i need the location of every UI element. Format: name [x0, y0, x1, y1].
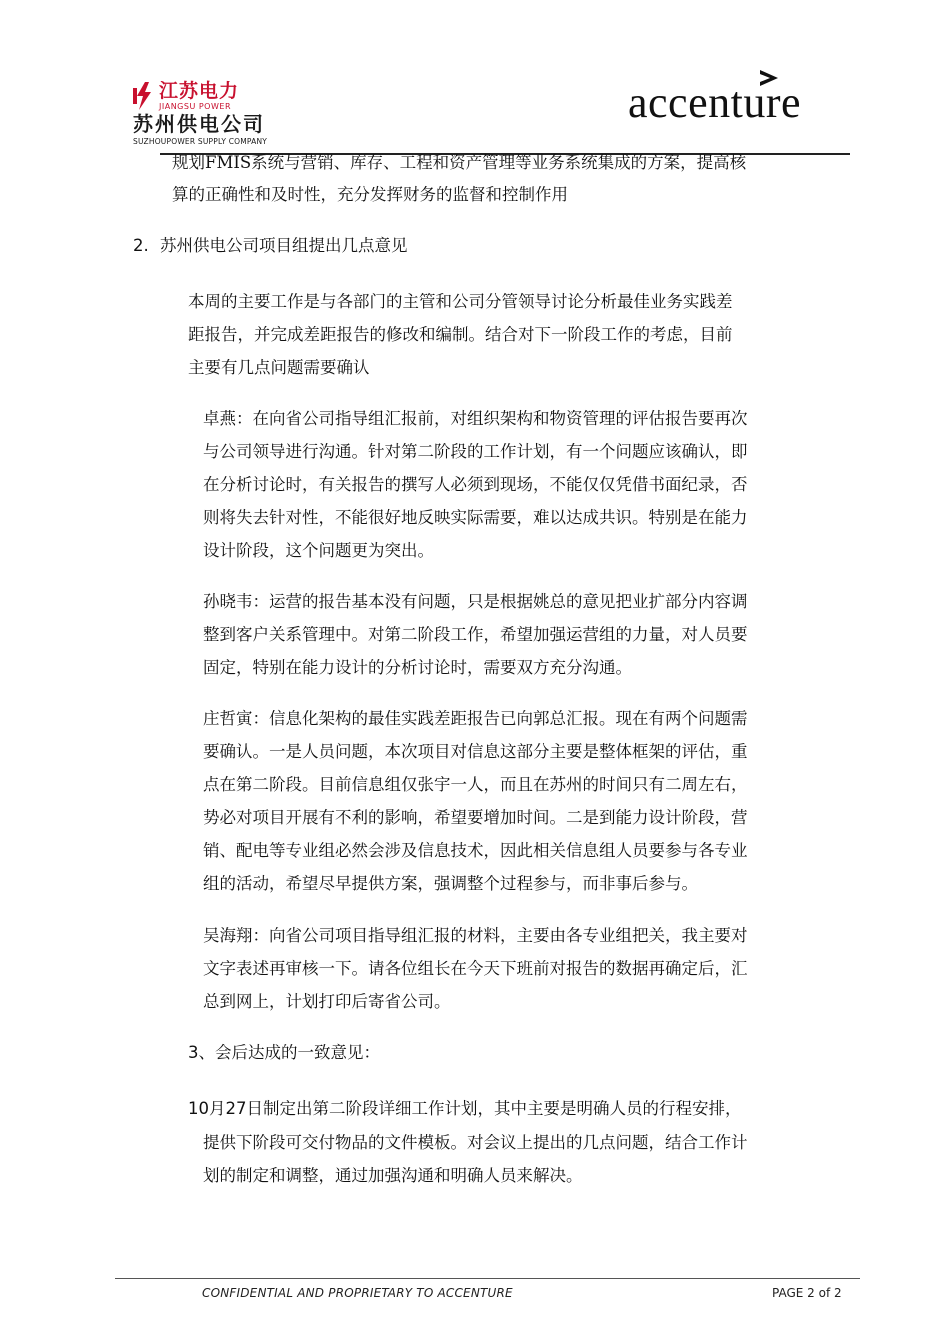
wuhaixiang-paragraph — [203, 919, 748, 1018]
sunxiaowei-paragraph — [203, 585, 748, 684]
paragraph-line: 则将失去针对性，不能很好地反映实际需要，难以达成共识。特别是在能力 — [203, 508, 748, 527]
zhuoyan-paragraph — [203, 402, 748, 567]
paragraph-line: 卓燕：在向省公司指导组汇报前，对组织架构和物资管理的评估报告要再次 — [203, 409, 748, 428]
paragraph-line: 在分析讨论时，有关报告的撰写人必须到现场，不能仅仅凭借书面纪录，否 — [203, 475, 748, 494]
intro-paragraph — [188, 285, 733, 384]
footer-confidential-notice: CONFIDENTIAL AND PROPRIETARY TO ACCENTURE — [202, 1286, 513, 1300]
intro-line: 距报告，并完成差距报告的修改和编制。结合对下一阶段工作的考虑，目前 — [188, 325, 733, 344]
paragraph-line: 总到网上，计划打印后寄省公司。 — [203, 992, 451, 1011]
paragraph-line: 销、配电等专业组必然会涉及信息技术，因此相关信息组人员要参与各专业 — [203, 841, 748, 860]
section-2-number: 2. — [133, 236, 149, 255]
conclusion-line-2: 提供下阶段可交付物品的文件模板。对会议上提出的几点问题，结合工作计 — [203, 1133, 748, 1152]
section-3-number: 3 — [188, 1043, 199, 1062]
zhuangzheyin-paragraph — [203, 702, 748, 900]
section-3-title: 、会后达成的一致意见： — [198, 1043, 380, 1062]
intro-line: 主要有几点问题需要确认 — [188, 358, 370, 377]
logo-english-title: JIANGSU POWER — [159, 102, 231, 111]
footer-divider — [115, 1278, 860, 1279]
logo-company-name: 苏州供电公司 — [133, 112, 265, 136]
conclusion-month-char: 月 — [209, 1099, 226, 1118]
accenture-logo — [628, 70, 848, 126]
paragraph-line: 与公司领导进行沟通。针对第二阶段的工作计划，有一个问题应该确认，即 — [203, 442, 748, 461]
paragraph-line: 文字表述再审核一下。请各位组长在今天下班前对报告的数据再确定后，汇 — [203, 959, 748, 978]
conclusion-line-1 — [188, 1092, 742, 1125]
continued-text-line-2: 算的正确性和及时性，充分发挥财务的监督和控制作用 — [172, 185, 568, 204]
paragraph-line: 组的活动，希望尽早提供方案，强调整个过程参与，而非事后参与。 — [203, 874, 698, 893]
section-3-heading — [188, 1036, 380, 1069]
intro-line: 本周的主要工作是与各部门的主管和公司分管领导讨论分析最佳业务实践差 — [188, 292, 733, 311]
paragraph-line: 孙晓韦：运营的报告基本没有问题，只是根据姚总的意见把业扩部分内容调 — [203, 592, 748, 611]
jiangsu-power-mark-icon — [133, 82, 155, 110]
paragraph-line: 吴海翔：向省公司项目指导组汇报的材料，主要由各专业组把关，我主要对 — [203, 926, 748, 945]
accenture-wordmark: accenture — [628, 78, 802, 127]
paragraph-line: 点在第二阶段。目前信息组仅张宇一人，而且在苏州的时间只有二周左右， — [203, 775, 748, 794]
continued-text-line-1: 规划FMIS系统与营销、库存、工程和资产管理等业务系统集成的方案，提高核 — [172, 153, 747, 172]
paragraph-line: 整到客户关系管理中。对第二阶段工作，希望加强运营组的力量，对人员要 — [203, 625, 748, 644]
section-2-heading — [133, 229, 408, 262]
paragraph-line: 庄哲寅：信息化架构的最佳实践差距报告已向郭总汇报。现在有两个问题需 — [203, 709, 748, 728]
paragraph-line: 设计阶段，这个问题更为突出。 — [203, 541, 434, 560]
conclusion-day-number: 27 — [225, 1099, 247, 1118]
company-logo-jiangsu-power — [133, 80, 308, 150]
section-2-title: 苏州供电公司项目组提出几点意见 — [160, 236, 408, 255]
conclusion-line-1-text: 日制定出第二阶段详细工作计划，其中主要是明确人员的行程安排， — [246, 1099, 742, 1118]
paragraph-line: 要确认。一是人员问题，本次项目对信息这部分主要是整体框架的评估，重 — [203, 742, 748, 761]
paragraph-line: 势必对项目开展有不利的影响，希望要增加时间。二是到能力设计阶段，营 — [203, 808, 748, 827]
footer-page-number: PAGE 2 of 2 — [772, 1286, 842, 1300]
logo-chinese-title: 江苏电力 — [159, 80, 240, 102]
conclusion-month-number: 10 — [188, 1099, 209, 1118]
paragraph-line: 固定，特别在能力设计的分析讨论时，需要双方充分沟通。 — [203, 658, 632, 677]
conclusion-line-3: 划的制定和调整，通过加强沟通和明确人员来解决。 — [203, 1166, 583, 1185]
logo-company-english: SUZHOUPOWER SUPPLY COMPANY — [133, 137, 268, 146]
